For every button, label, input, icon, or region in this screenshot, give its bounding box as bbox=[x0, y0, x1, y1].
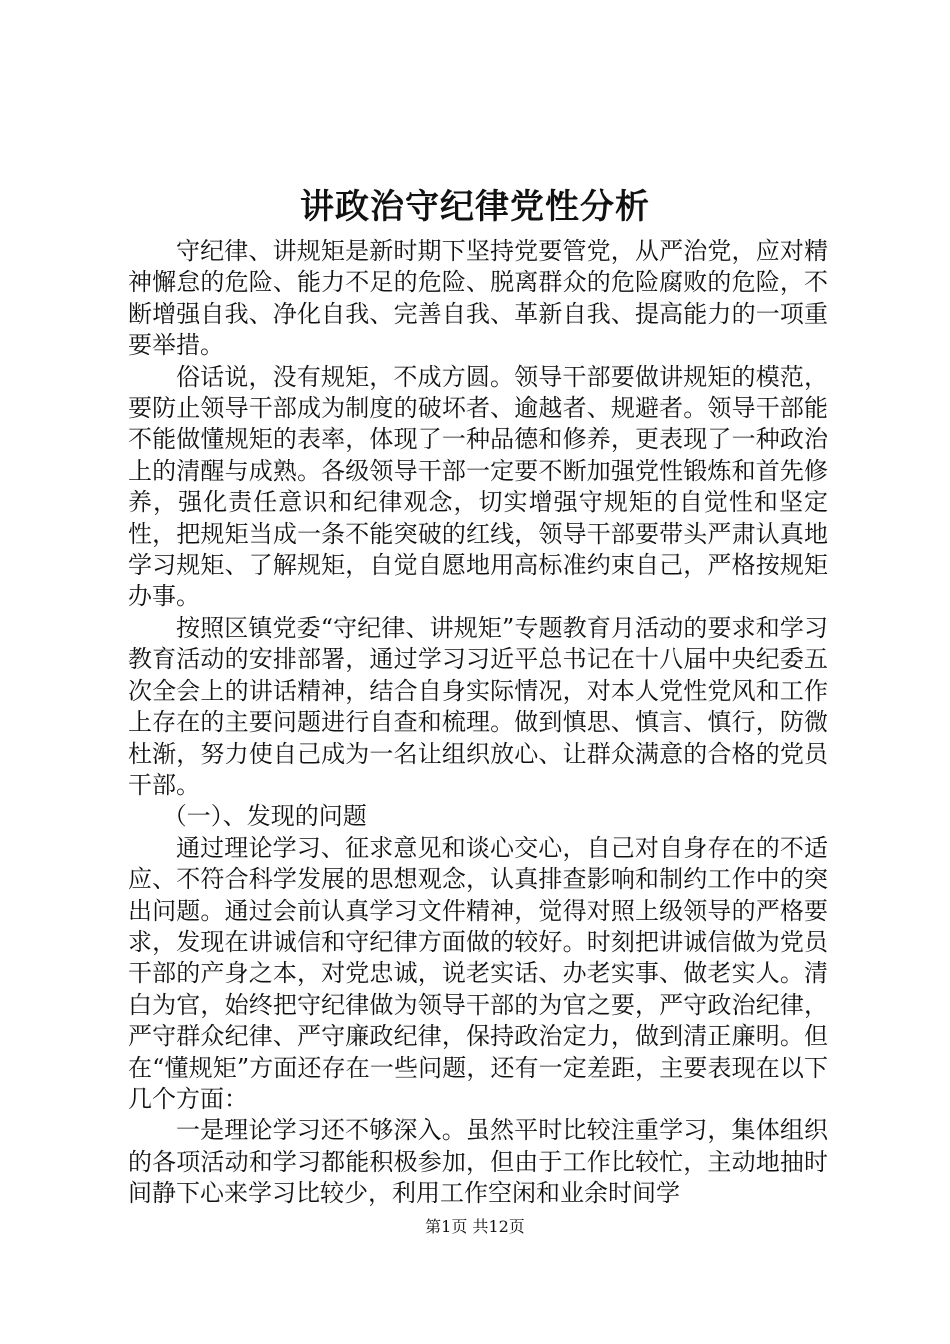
page-number-footer: 第1页 共12页 bbox=[425, 1217, 525, 1236]
paragraph: 俗话说，没有规矩，不成方圆。领导干部要做讲规矩的模范，要防止领导干部成为制度的破坏者、逾越者、规避者。领导干部能不能做懂规矩的表率，体现了一种品德和修养，更表现了一种政治上的清醒与成熟。各级领导干部一定要不断加强党性锻炼和首先修养，强化责任意识和纪律观念，切实增强守规矩的自觉性和坚定性，把规矩当成一条不能突破的红线，领导干部要带头严肃认真地学习规矩、了解规矩，自觉自愿地用高标准约束自己，严格按规矩办事。 bbox=[128, 362, 828, 611]
paragraph: 守纪律、讲规矩是新时期下坚持党要管党，从严治党，应对精神懈怠的危险、能力不足的危险、脱离群众的危险腐败的危险，不断增强自我、净化自我、完善自我、革新自我、提高能力的一项重要举措。 bbox=[128, 237, 828, 360]
document-body bbox=[128, 236, 828, 1210]
section-heading: （一）、发现的问题 bbox=[162, 802, 367, 831]
paragraph: 一是理论学习还不够深入。虽然平时比较注重学习，集体组织的各项活动和学习都能积极参加，但由于工作比较忙，主动地抽时间静下心来学习比较少，利用工作空闲和业余时间学 bbox=[128, 1116, 828, 1208]
paragraph: 按照区镇党委“守纪律、讲规矩”专题教育月活动的要求和学习教育活动的安排部署，通过学习习近平总书记在十八届中央纪委五次全会上的讲话精神，结合自身实际情况，对本人党性党风和工作上存在的主要问题进行自查和梳理。做到慎思、慎言、慎行，防微杜渐，努力使自己成为一名让组织放心、让群众满意的合格的党员干部。 bbox=[128, 613, 828, 799]
document-title: 讲政治守纪律党性分析 bbox=[300, 187, 650, 227]
paragraph: 通过理论学习、征求意见和谈心交心，自己对自身存在的不适应、不符合科学发展的思想观念，认真排查影响和制约工作中的突出问题。通过会前认真学习文件精神，觉得对照上级领导的严格要求，发现在讲诚信和守纪律方面做的较好。时刻把讲诚信做为党员干部的产身之本，对党忠诚，说老实话、办老实事、做老实人。清白为官，始终把守纪律做为领导干部的为官之要，严守政治纪律，严守群众纪律、严守廉政纪律，保持政治定力，做到清正廉明。但在“懂规矩”方面还存在一些问题，还有一定差距，主要表现在以下几个方面： bbox=[128, 833, 828, 1113]
